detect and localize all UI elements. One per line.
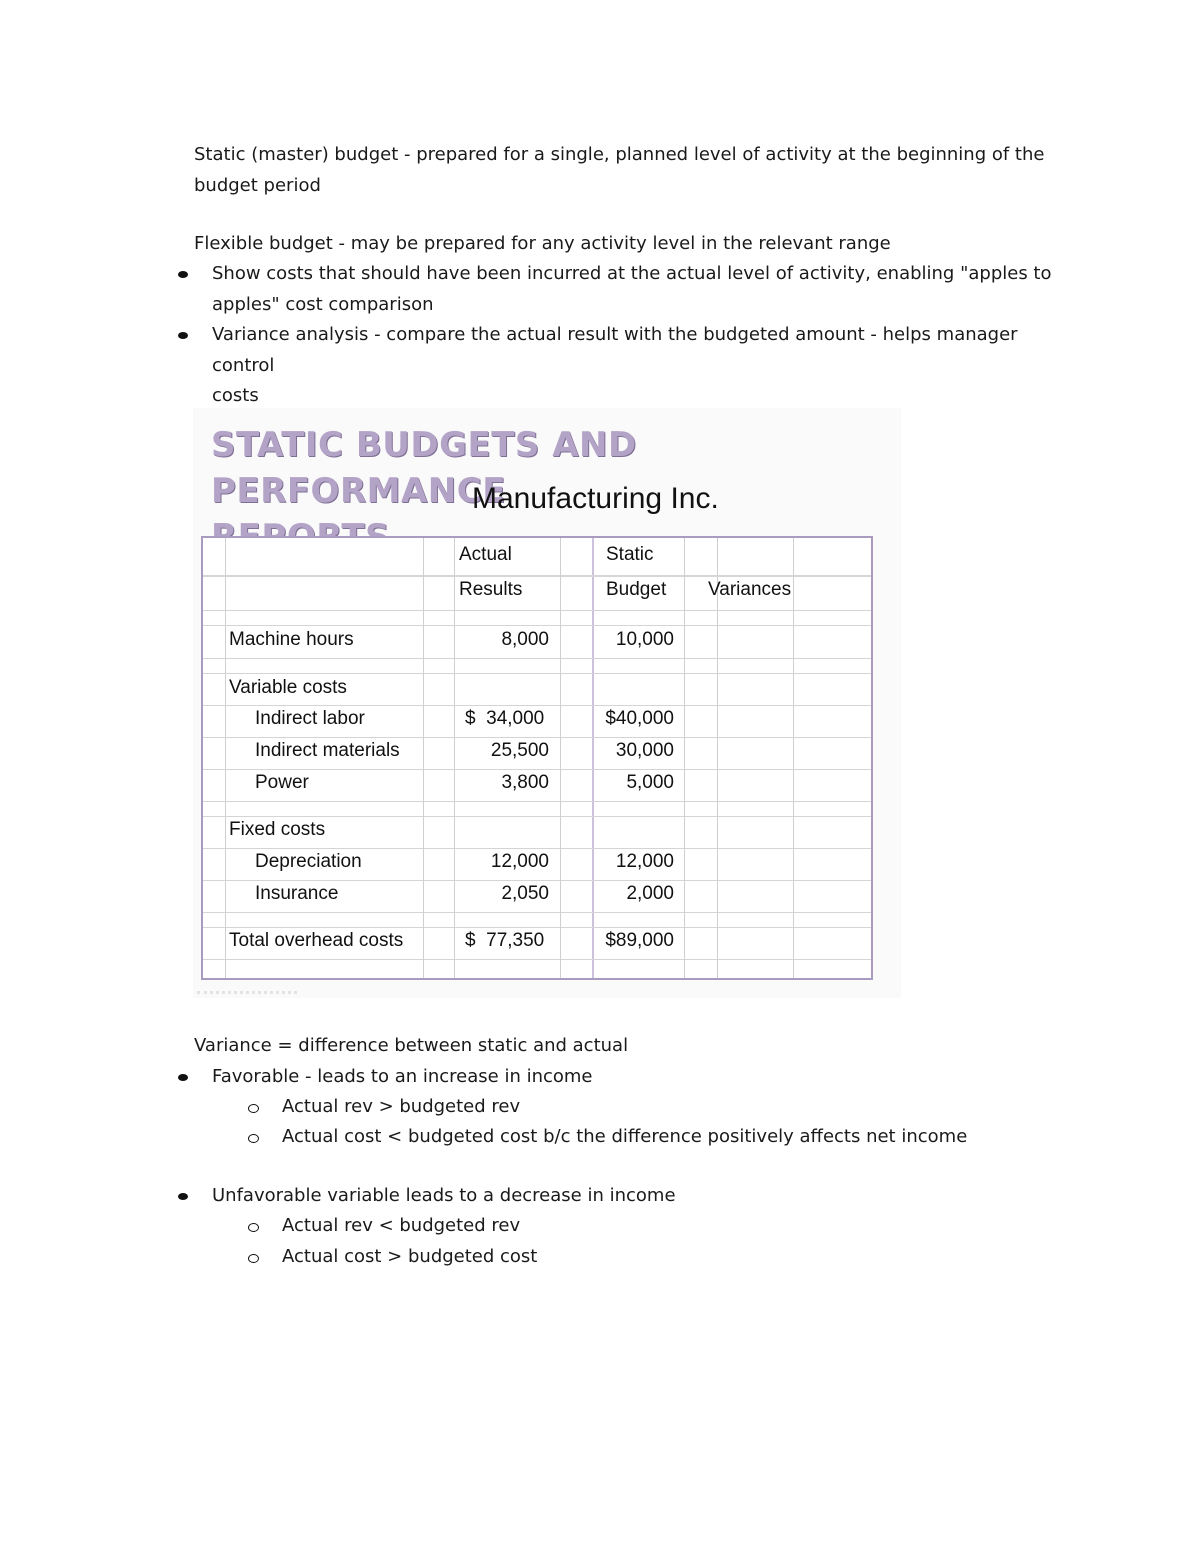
sub-bullet-icon bbox=[248, 1254, 259, 1263]
cell-static: $89,000 bbox=[605, 930, 674, 951]
row-label-machine-hours: Machine hours bbox=[229, 629, 354, 650]
sub-bullet-icon bbox=[248, 1104, 259, 1113]
cell-actual: $ 34,000 bbox=[465, 708, 545, 729]
bullet-item-variance-analysis bbox=[212, 320, 1072, 412]
header-budget: Budget bbox=[606, 579, 667, 600]
header-static: Static bbox=[606, 544, 654, 565]
performance-report-figure bbox=[193, 408, 901, 998]
header-actual: Actual bbox=[459, 544, 512, 565]
figure-scan-artifact bbox=[197, 991, 297, 1000]
cell-actual: $ 77,350 bbox=[465, 930, 545, 951]
header-variances: Variances bbox=[708, 579, 792, 600]
header-results: Results bbox=[459, 579, 523, 600]
sub-item-unfavorable-cost: Actual cost > budgeted cost bbox=[282, 1246, 538, 1267]
sub-bullet-icon bbox=[248, 1223, 259, 1232]
row-label-depreciation: Depreciation bbox=[255, 851, 362, 872]
company-name: Manufacturing Inc. bbox=[472, 482, 719, 515]
row-label-indirect-materials: Indirect materials bbox=[255, 740, 400, 761]
cell-static: 5,000 bbox=[626, 772, 674, 793]
variance-definition: Variance = difference between static and actual bbox=[194, 1035, 629, 1056]
bullet-line: Variance analysis - compare the actual result with the budgeted amount - helps manager control bbox=[212, 324, 1018, 376]
bullet-icon bbox=[178, 1074, 188, 1081]
cell-static: 2,000 bbox=[626, 883, 674, 904]
bullet-icon bbox=[178, 271, 188, 278]
bullet-line: costs bbox=[212, 385, 259, 406]
bullet-item-favorable: Favorable - leads to an increase in income bbox=[212, 1066, 593, 1087]
bullet-line: apples" cost comparison bbox=[212, 293, 434, 315]
bullet-item-unfavorable: Unfavorable variable leads to a decrease in income bbox=[212, 1185, 676, 1206]
cell-actual: 12,000 bbox=[490, 851, 549, 872]
sub-item-unfavorable-rev: Actual rev < budgeted rev bbox=[282, 1215, 521, 1236]
sub-item-favorable-rev: Actual rev > budgeted rev bbox=[282, 1096, 521, 1117]
row-label-total-overhead: Total overhead costs bbox=[229, 930, 404, 951]
section-variable-costs: Variable costs bbox=[229, 677, 347, 698]
cell-actual: 3,800 bbox=[501, 772, 549, 793]
bullet-icon bbox=[178, 1193, 188, 1200]
cell-actual: 8,000 bbox=[501, 629, 549, 650]
bullet-line: Show costs that should have been incurred at the actual level of activity, enabling "apples to bbox=[212, 263, 1052, 284]
sub-item-favorable-cost: Actual cost < budgeted cost b/c the difference positively affects net income bbox=[282, 1126, 968, 1147]
row-label-power: Power bbox=[255, 772, 309, 793]
row-label-indirect-labor: Indirect labor bbox=[255, 708, 365, 729]
cell-static: $40,000 bbox=[605, 708, 674, 729]
cell-actual: 25,500 bbox=[490, 740, 549, 761]
static-budget-definition bbox=[194, 140, 1074, 201]
cell-static: 12,000 bbox=[615, 851, 674, 872]
flexible-budget-definition: Flexible budget - may be prepared for any activity level in the relevant range bbox=[194, 233, 891, 254]
static-budget-line-1: Static (master) budget - prepared for a single, planned level of activity at the beginning of the bbox=[194, 144, 1045, 165]
bullet-icon bbox=[178, 332, 188, 339]
sub-bullet-icon bbox=[248, 1134, 259, 1143]
cell-actual: 2,050 bbox=[501, 883, 549, 904]
row-label-insurance: Insurance bbox=[255, 883, 339, 904]
budget-table bbox=[201, 536, 873, 980]
cell-static: 10,000 bbox=[615, 629, 674, 650]
bullet-item-show-costs bbox=[212, 259, 1072, 320]
static-budget-line-2: budget period bbox=[194, 174, 321, 196]
section-fixed-costs: Fixed costs bbox=[229, 819, 326, 840]
figure-title-line-1: STATIC BUDGETS AND PERFORMANCE bbox=[211, 425, 637, 511]
cell-static: 30,000 bbox=[615, 740, 674, 761]
